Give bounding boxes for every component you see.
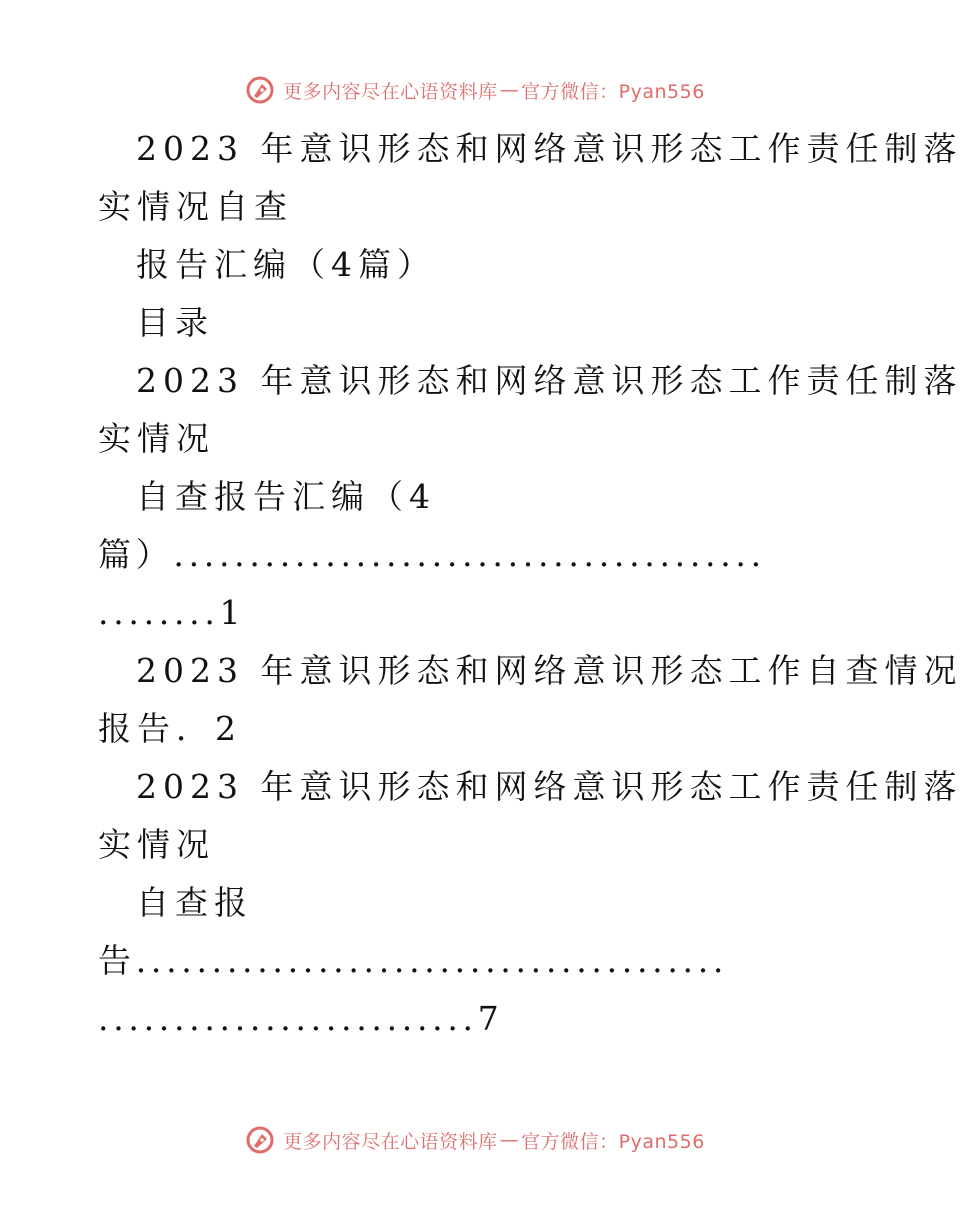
toc-entry-1-line-4: 篇）....................................... <box>98 535 766 574</box>
watermark-dash: — <box>499 79 520 101</box>
watermark-dash: — <box>499 1129 520 1151</box>
toc-entry-3-line-1: 2023 年意识形态和网络意识形态工作责任制落 <box>136 767 962 806</box>
toc-entry-3-page: .........................7 <box>98 999 504 1038</box>
toc-entry-1-line-2: 实情况 <box>98 419 215 458</box>
toc-entry-1-line-3: 自查报告汇编（4 <box>136 477 436 516</box>
toc-entry-3-line-2: 实情况 <box>98 825 215 864</box>
toc-heading: 目录 <box>136 303 214 342</box>
document-title-line-1: 2023 年意识形态和网络意识形态工作责任制落 <box>136 129 962 168</box>
toc-entry-2-line-2: 报告．2 <box>98 709 242 748</box>
watermark-header <box>0 72 950 108</box>
toc-entry-2-line-1: 2023 年意识形态和网络意识形态工作自查情况 <box>136 651 962 690</box>
watermark-site-text: 更多内容尽在心语资料库 <box>283 80 498 103</box>
document-body <box>98 120 962 1048</box>
pen-nib-circle-icon <box>245 1125 275 1155</box>
document-title-line-3: 报告汇编（4篇） <box>136 245 436 284</box>
pen-nib-circle-icon <box>245 75 275 105</box>
watermark-site-text: 更多内容尽在心语资料库 <box>283 1130 498 1153</box>
document-title-line-2: 实情况自查 <box>98 187 293 226</box>
toc-entry-1-line-1: 2023 年意识形态和网络意识形态工作责任制落 <box>136 361 962 400</box>
toc-entry-3-line-3: 自查报 <box>136 883 253 922</box>
toc-entry-3-line-4: 告....................................... <box>98 941 729 980</box>
toc-entry-1-page: ........1 <box>98 593 246 632</box>
watermark-footer <box>0 1122 950 1158</box>
watermark-wechat-text: 官方微信：Pyan556 <box>521 80 705 103</box>
watermark-wechat-text: 官方微信：Pyan556 <box>521 1130 705 1153</box>
